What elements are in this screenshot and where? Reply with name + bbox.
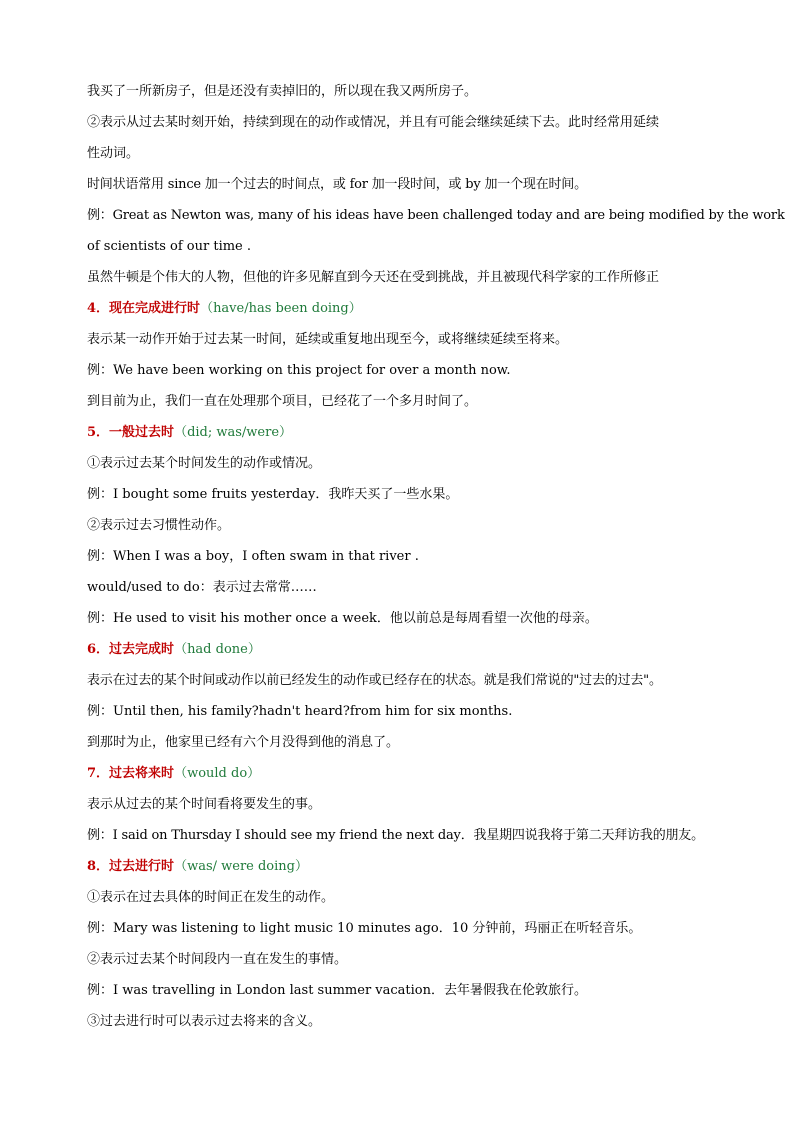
text-line: ①表示在过去具体的时间正在发生的动作。 bbox=[87, 890, 335, 905]
heading-title: 过去将来时 bbox=[109, 766, 175, 781]
example-line: 例：I bought some fruits yesterday．我昨天买了一些水果。 bbox=[87, 487, 459, 502]
document-page bbox=[87, 76, 785, 1037]
section-heading-6 bbox=[87, 634, 712, 665]
heading-number: 6． bbox=[87, 642, 110, 657]
text-line: 表示某一动作开始于过去某一时间，延续或重复地出现至今，或将继续延续至将来。 bbox=[87, 332, 569, 347]
heading-title: 一般过去时 bbox=[109, 425, 175, 440]
heading-number: 5． bbox=[87, 425, 110, 440]
heading-number: 7． bbox=[87, 766, 110, 781]
example-line: 例：I said on Thursday I should see my friend the next day．我星期四说我将于第二天拜访我的朋友。 bbox=[87, 828, 704, 843]
text-line: ③过去进行时可以表示过去将来的含义。 bbox=[87, 1014, 322, 1029]
section-heading-8 bbox=[87, 851, 712, 882]
text-line: 表示从过去的某个时间看将要发生的事。 bbox=[87, 797, 322, 812]
text-line: ①表示过去某个时间发生的动作或情况。 bbox=[87, 456, 322, 471]
text-line: ②表示过去习惯性动作。 bbox=[87, 518, 231, 533]
heading-form: （was/ were doing） bbox=[174, 859, 308, 874]
text-line: would/used to do：表示过去常常…… bbox=[87, 580, 317, 595]
section-heading-5 bbox=[87, 417, 712, 448]
example-line: 例：We have been working on this project for over a month now. bbox=[87, 363, 511, 378]
example-line: 例：I was travelling in London last summer vacation．去年暑假我在伦敦旅行。 bbox=[87, 983, 588, 998]
text-line: 到目前为止，我们一直在处理那个项目，已经花了一个多月时间了。 bbox=[87, 394, 478, 409]
text-line: 性动词。 bbox=[87, 146, 140, 161]
example-line: 例：When I was a boy，I often swam in that river . bbox=[87, 549, 419, 564]
heading-form: （did; was/were） bbox=[174, 425, 293, 440]
example-line: 例：Mary was listening to light music 10 minutes ago．10 分钟前，玛丽正在听轻音乐。 bbox=[87, 921, 642, 936]
heading-title: 过去完成时 bbox=[109, 642, 175, 657]
heading-number: 4． bbox=[87, 301, 110, 316]
example-line: 例：Until then, his family?hadn't heard?from him for six months. bbox=[87, 704, 513, 719]
text-line: 我买了一所新房子，但是还没有卖掉旧的，所以现在我又两所房子。 bbox=[87, 84, 478, 99]
section-heading-7 bbox=[87, 758, 712, 789]
text-line: 表示在过去的某个时间或动作以前已经发生的动作或已经存在的状态。就是我们常说的"过去的过去"。 bbox=[87, 673, 662, 688]
text-line: 时间状语常用 since 加一个过去的时间点，或 for 加一段时间，或 by 加一个现在时间。 bbox=[87, 177, 587, 192]
example-line: 例：He used to visit his mother once a week．他以前总是每周看望一次他的母亲。 bbox=[87, 611, 598, 626]
heading-form: （would do） bbox=[174, 766, 261, 781]
example-line: 例：Great as Newton was, many of his ideas have been challenged today and are being modified by the work bbox=[87, 208, 785, 223]
section-heading-4 bbox=[87, 293, 712, 324]
text-line: 虽然牛顿是个伟大的人物，但他的许多见解直到今天还在受到挑战，并且被现代科学家的工作所修正 bbox=[87, 270, 660, 285]
heading-form: （have/has been doing） bbox=[200, 301, 362, 316]
text-line: ②表示从过去某时刻开始，持续到现在的动作或情况，并且有可能会继续延续下去。此时经常用延续 bbox=[87, 115, 660, 130]
heading-number: 8． bbox=[87, 859, 110, 874]
heading-title: 现在完成进行时 bbox=[109, 301, 201, 316]
heading-form: （had done） bbox=[174, 642, 261, 657]
heading-title: 过去进行时 bbox=[109, 859, 175, 874]
text-line: 到那时为止，他家里已经有六个月没得到他的消息了。 bbox=[87, 735, 400, 750]
text-line: ②表示过去某个时间段内一直在发生的事情。 bbox=[87, 952, 348, 967]
example-line: of scientists of our time . bbox=[87, 239, 252, 254]
